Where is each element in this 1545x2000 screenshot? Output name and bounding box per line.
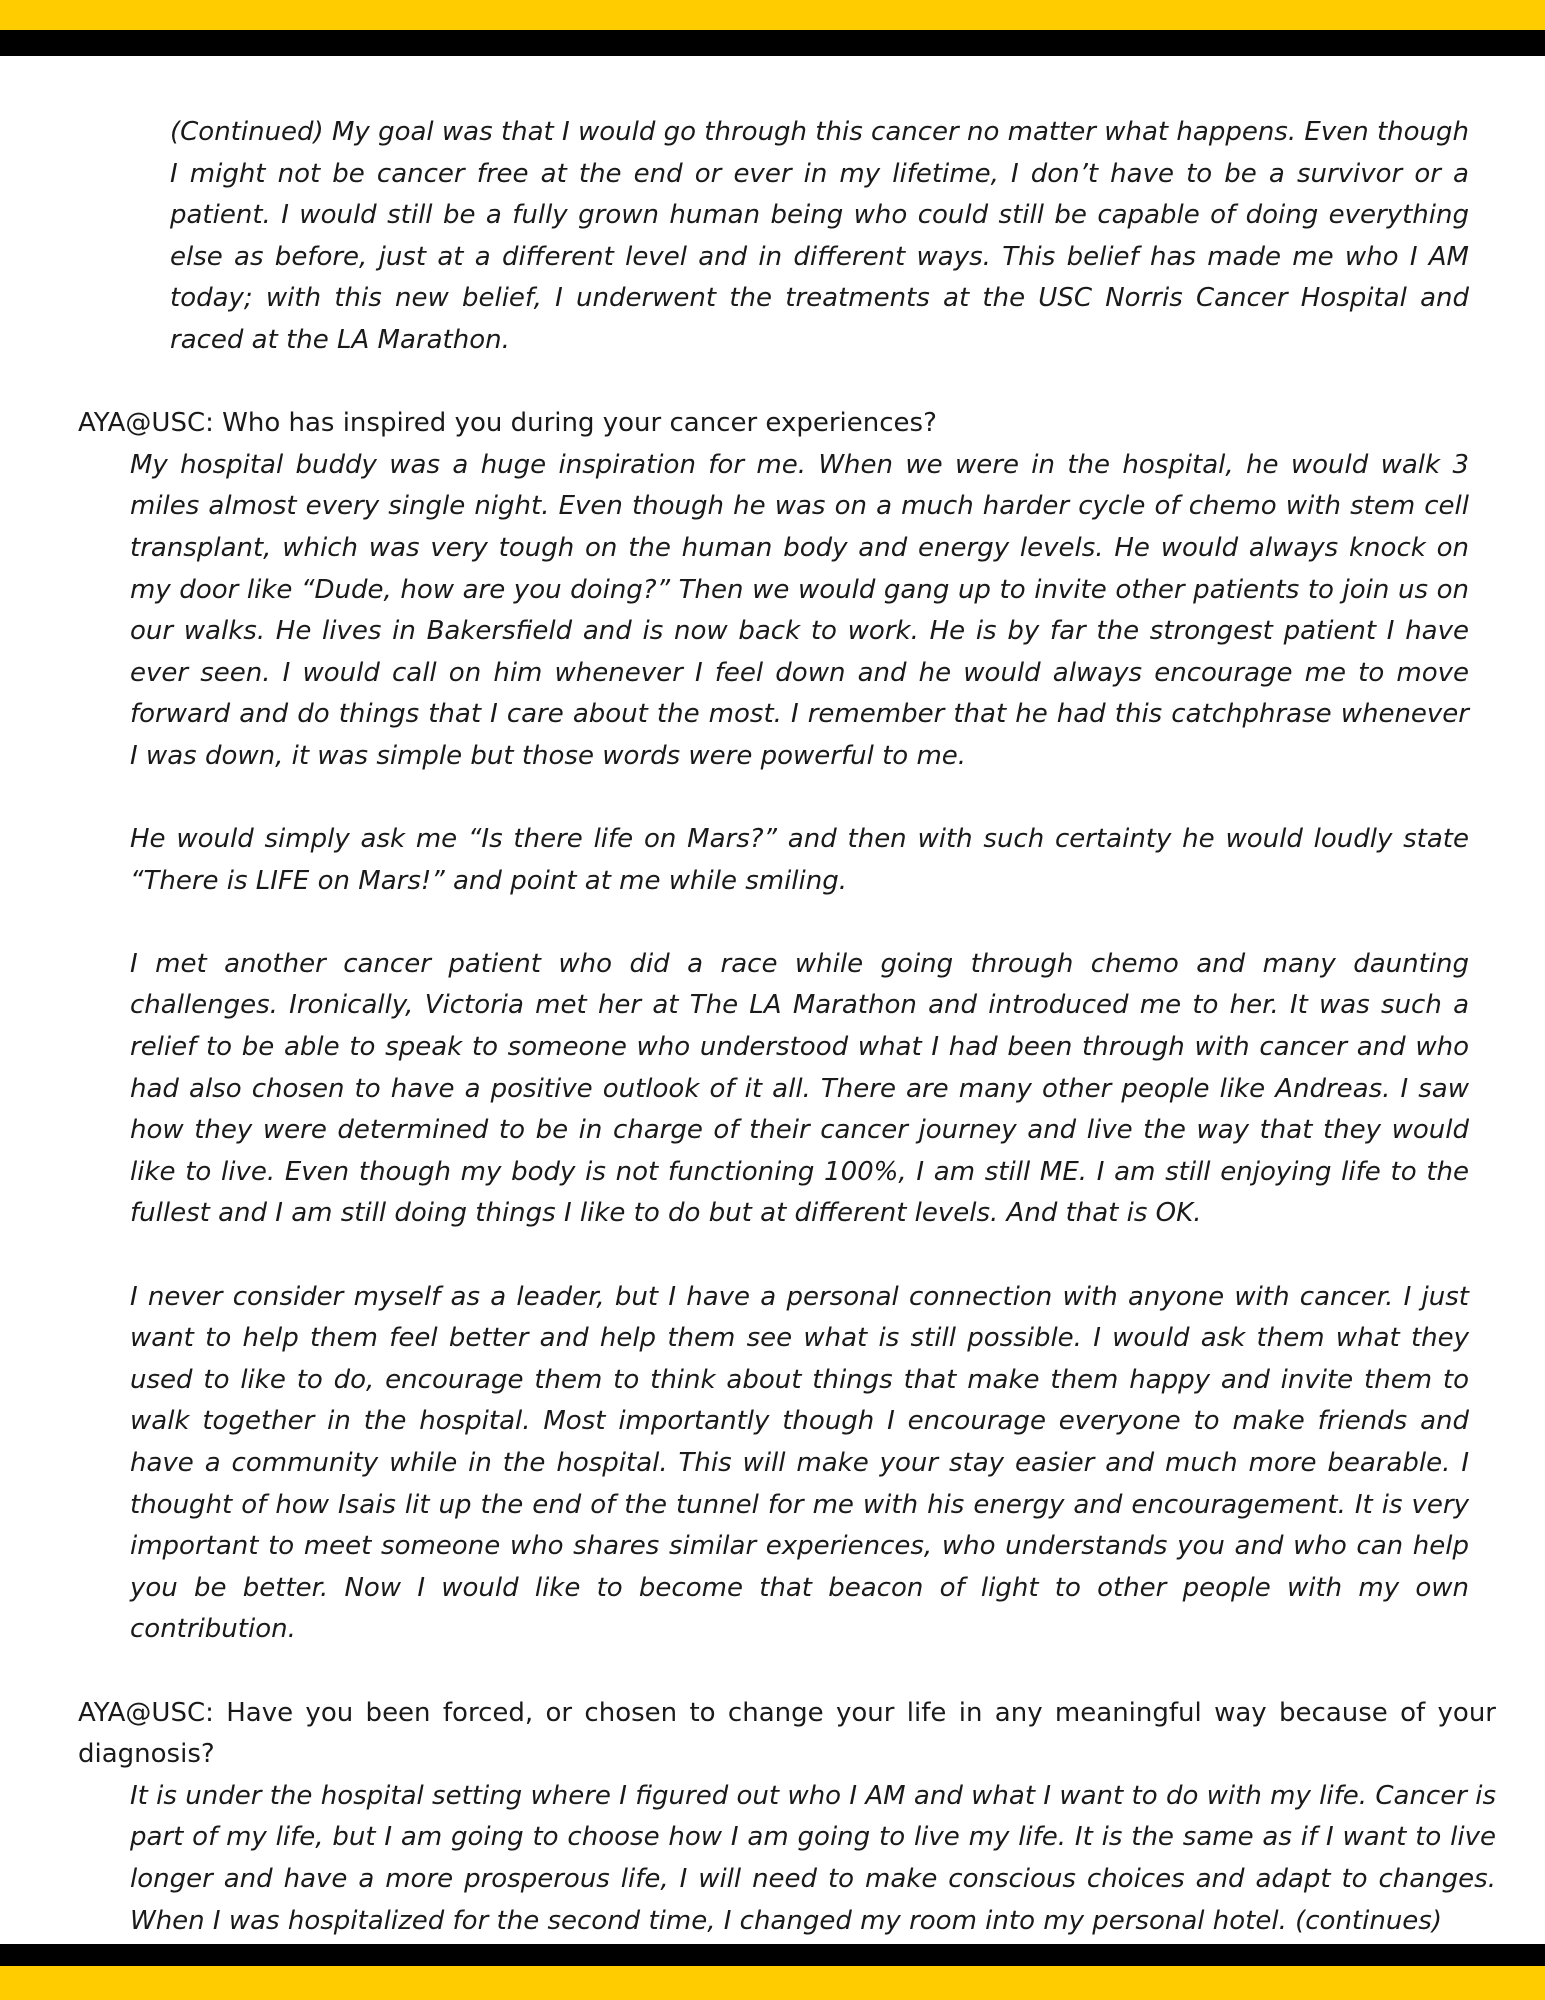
spacer bbox=[78, 778, 1496, 820]
top-yellow-band bbox=[0, 0, 1545, 30]
spacer bbox=[78, 1235, 1496, 1277]
spacer bbox=[78, 362, 1496, 404]
spacer bbox=[78, 902, 1496, 944]
answer-leader: I never consider myself as a leader, but I have a personal connection with anyone with cancer. I just want to help them feel better and help them see what is still possible. I would ask them what they used to like to do, encourage them to think about things that make them happy and invite them to walk together in the hospital. Most importantly though I encourage everyone to make friends and have a community while in the hospital. This will make your stay easier and much more bearable. I thought of how Isais lit up the end of the tunnel for me with his energy and encouragement. It is very important to meet someone who shares similar experiences, who understands you and who can help you be better. Now I would like to become that beacon of light to other people with my own contribution. bbox=[130, 1281, 1469, 1645]
spacer bbox=[78, 1651, 1496, 1693]
answer-hospital-setting: It is under the hospital setting where I figured out who I AM and what I want to do with my life. Cancer is part of my life, but I am going to choose how I am going to live my life. It is the same as if I want to live longer and have a more prosperous life, I will need to make conscious choices and adapt to changes. When I was hospitalized for the second time, I changed my room into my personal hotel. (continues) bbox=[130, 1780, 1496, 1936]
question-change: AYA@USC: Have you been forced, or chosen to change your life in any meaningful way because of your diagnosis? bbox=[78, 1697, 1496, 1770]
page-content bbox=[78, 112, 1496, 1942]
continued-paragraph: (Continued) My goal was that I would go through this cancer no matter what happens. Even though I might not be cancer free at the end or ever in my lifetime, I don’t have to be a survivor or a patient. I would still be a fully grown human being who could still be capable of doing everything else as before, just at a different level and in different ways. This belief has made me who I AM today; with this new belief, I underwent the treatments at the USC Norris Cancer Hospital and raced at the LA Marathon. bbox=[170, 117, 1469, 355]
answer-hospital-buddy: My hospital buddy was a huge inspiration for me. When we were in the hospital, he would walk 3 miles almost every single night. Even though he was on a much harder cycle of chemo with stem cell transplant, which was very tough on the human body and energy levels. He would always knock on my door like “Dude, how are you doing?” Then we would gang up to invite other patients to join us on our walks. He lives in Bakersfield and is now back to work. He is by far the strongest patient I have ever seen. I would call on him whenever I feel down and he would always encourage me to move forward and do things that I care about the most. I remember that he had this catchphrase whenever I was down, it was simple but those words were powerful to me. bbox=[130, 449, 1469, 771]
answer-another-patient: I met another cancer patient who did a race while going through chemo and many daunting challenges. Ironically, Victoria met her at The LA Marathon and introduced me to her. It was such a relief to be able to speak to someone who understood what I had been through with cancer and who had also chosen to have a positive outlook of it all. There are many other people like Andreas. I saw how they were determined to be in charge of their cancer journey and live the way that they would like to live. Even though my body is not functioning 100%, I am still ME. I am still enjoying life to the fullest and I am still doing things I like to do but at different levels. And that is OK. bbox=[130, 948, 1469, 1229]
bottom-black-band bbox=[0, 1944, 1545, 1966]
question-inspired: AYA@USC: Who has inspired you during your cancer experiences? bbox=[78, 408, 937, 439]
answer-life-on-mars: He would simply ask me “Is there life on Mars?” and then with such certainty he would loudly state “There is LIFE on Mars!” and point at me while smiling. bbox=[130, 824, 1469, 896]
top-black-band bbox=[0, 30, 1545, 56]
bottom-yellow-band bbox=[0, 1966, 1545, 2000]
